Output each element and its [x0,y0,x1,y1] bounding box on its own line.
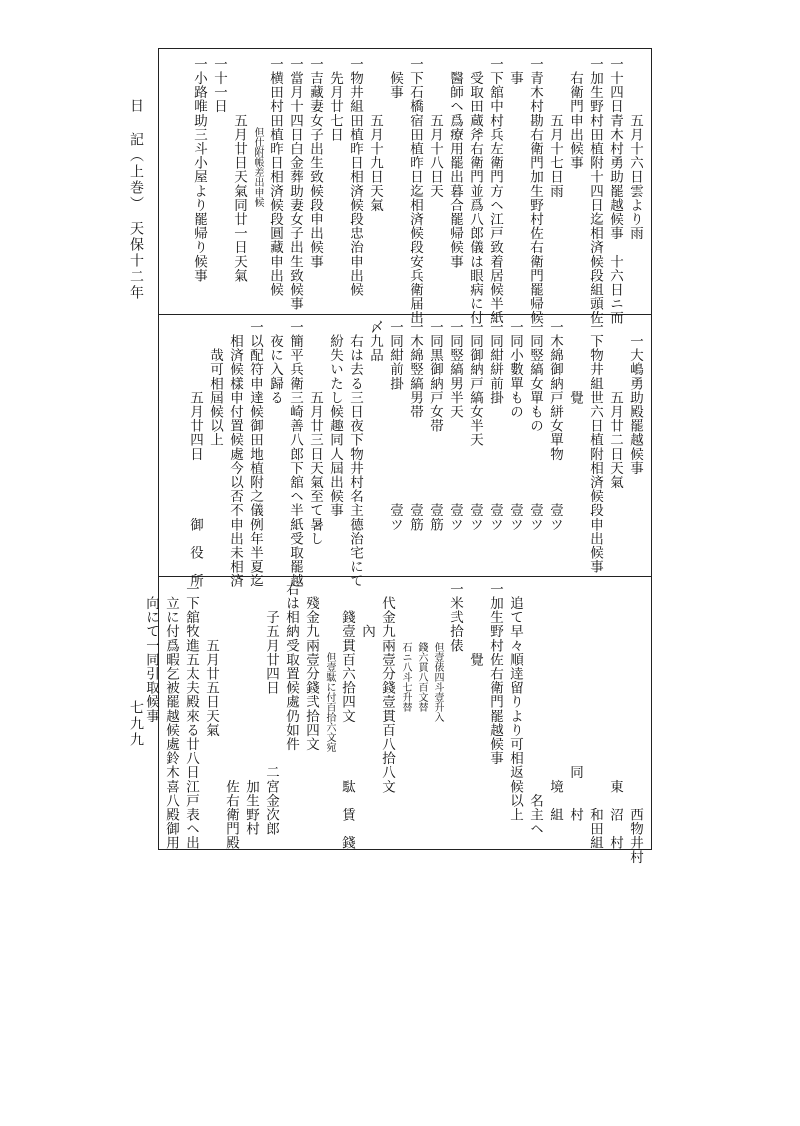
text-column: 和田組 [587,582,603,850]
section-middle [167,320,643,588]
text-column: 五月廿日天氣同廿一日天氣 [231,57,247,283]
text-column: 向にて一同引取候事 [143,582,159,723]
text-column: 五月廿四日 御 役 所 [187,320,203,588]
text-column: 醫師ヘ爲療用罷出暮合罷帰候事 [447,57,463,269]
text-column: 佐右衛門殿 [223,582,239,850]
text-column: 一木綿竪縞男帯 壹筋 [407,320,423,532]
text-column: 一加生野村佐右衛門罷越候事 [487,582,503,766]
text-column: 內 [359,582,375,639]
text-column: 五月十六日雲より雨 [627,57,643,241]
text-column: 一大嶋勇助殿罷越候事 [627,320,643,476]
text-column: 右衛門申出候事 [567,57,583,170]
text-column: 右は去る三日夜下物井村名主德治宅にて [347,320,363,588]
text-column: 一米弐拾俵 [447,582,463,653]
text-column: 錢六貫八百文替 [416,582,427,712]
text-column: 名主ヘ [527,582,543,836]
text-column: 相済候樣申付置候處今以否不申出未相済 [227,320,243,588]
section-divider [159,314,651,315]
text-column: 一横田村田植昨日相済候段圓藏申出候 [267,57,283,297]
text-column: 一下舘中村兵左衛門方ヘ江戸致着居候半紙 [487,57,503,325]
section-lower [143,582,643,864]
text-column: 一簡平兵衛三崎善八郎下舘ヘ半紙受取罷越 [287,320,303,588]
text-column: 一同竪縞女單もの 壹ツ [527,320,543,532]
text-column: 錢壹貫百六拾四文 駄 賃 錢 [339,582,355,850]
text-column: 一同小數單もの 壹ツ [507,320,523,532]
text-column: 事 [507,57,523,86]
text-column: 同 村 [567,582,583,822]
text-column: 候事 [387,57,403,100]
text-column: 但壹俵四斗壹升入 [432,582,443,722]
text-column: 一同紺前掛 壹ツ [387,320,403,532]
text-column: 五月廿五日天氣 [203,582,219,738]
text-column: 追て早々順逹留りより可相返候以上 [507,582,523,822]
text-column: 一以配符申達候御田地植附之儀例年半夏迄 [247,320,263,588]
text-frame [143,48,652,864]
page-number: 七九九 [128,700,144,748]
text-column: 一下石橋宿田植昨日迄相済候段安兵衛届出 [407,57,423,325]
text-column: 一物井組田植昨日相済候段忠治申出候 [347,57,363,297]
text-column: 〆九品 [367,320,383,363]
running-header: 日 記（上巻） 天保十二年 [128,98,144,301]
text-column: 哉可相屆候以上 [207,320,223,447]
text-column: 五月十七日雨 [547,57,563,198]
text-column: 立に付爲暇乞被罷越候處鈴木喜八殿御用 [163,582,179,850]
text-column: 右は相納受取置候處仍如件 [283,582,299,752]
text-column: 紛失いたし候趣同人屆出候事 [327,320,343,518]
text-column: 五月廿三日天氣至て暑し [307,320,323,546]
text-column: 覺 [467,582,483,667]
text-column: 加生野村 [243,582,259,836]
text-column: 一吉藏妻女子出生致候段申出候事 [307,57,323,269]
text-column: 五月十八日天 [427,57,443,198]
text-column: 一小路唯助三斗小屋より罷帰り候事 [191,57,207,283]
text-column: 殘金九兩壹分錢弐拾四文 [303,582,319,752]
text-column: 一加生野村田植附十四日迄相済候段組頭佐 [587,57,603,325]
text-column: 一十一日 [211,57,227,114]
text-column: 一下舘牧進五太夫殿來る廿八日江戸表ヘ出 [183,582,199,850]
text-column: 一同竪縞男半天 壹ツ [447,320,463,532]
text-column: 西物井村 [627,582,643,864]
text-column: 一同黒御納戸女帯 壹筋 [427,320,443,532]
text-column: 先月廿七日 [327,57,343,142]
section-upper [167,57,643,325]
text-column: 五月十九日天氣 [367,57,383,213]
text-column: 代金九兩壹分錢壹貫百八拾八文 [379,582,395,794]
text-column: 一木綿御納戸絣女單物 壹ツ [547,320,563,532]
text-column: 一同紺絣前掛 壹ツ [487,320,503,532]
text-column: 夜に入歸る [267,320,283,405]
text-column: 覺 [567,320,583,405]
text-column: 五月廿二日天氣 [607,320,623,490]
text-column: 東 沼 村 [607,582,623,850]
text-column: 一青木村勘右衛門加生野村佐右衛門罷帰候 [527,57,543,325]
text-column: 子五月廿四日 二宮金次郎 [263,582,279,836]
text-column: 一下物井組世六日植附相済候段申出候事 [587,320,603,574]
text-column: 一十四日青木村勇助罷越候事 十六日ニ而 [607,57,623,325]
text-column: 一同御納戸縞女半天 壹ツ [467,320,483,532]
text-column: 但壹駄に付百拾六文宛 [324,582,335,752]
text-column: 一當月十四日白金葬助妻女子出生致候事 [287,57,303,311]
text-column: 石ニ八斗七升替 [400,582,411,712]
text-column: 境 組 [547,582,563,822]
text-column: 但仕附帳差出申候 [252,57,263,207]
text-column: 受取田蔵斧右衛門並爲八郎儀は眼病に付 [467,57,483,325]
